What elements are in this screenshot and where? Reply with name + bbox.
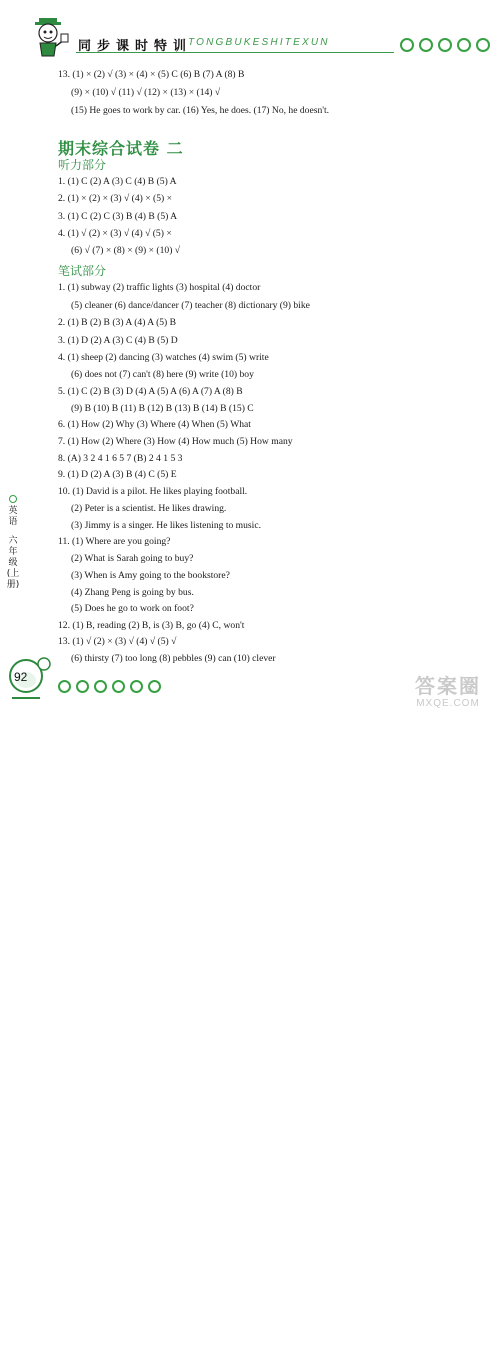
answer-line: 13. (1) √ (2) × (3) √ (4) √ (5) √ <box>58 636 177 647</box>
answer-line: 5. (1) C (2) B (3) D (4) A (5) A (6) A (7) A (8) B <box>58 386 243 397</box>
series-pinyin: TONGBUKESHITEXUN <box>188 37 330 48</box>
answer-line: (6) √ (7) × (8) × (9) × (10) √ <box>71 245 181 256</box>
answer-line: (6) thirsty (7) too long (8) pebbles (9) can (10) clever <box>71 653 276 664</box>
answer-line: (15) He goes to work by car. (16) Yes, he does. (17) No, he doesn't. <box>71 105 330 116</box>
header-divider <box>76 52 394 53</box>
answer-line: (4) Zhang Peng is going by bus. <box>71 587 194 598</box>
series-title: 同步课时特训 <box>78 39 193 54</box>
watermark-logo-text: 答案圈 <box>415 676 481 698</box>
grade-label: 六年级(上册) <box>6 536 20 590</box>
answer-line: 2. (1) B (2) B (3) A (4) A (5) B <box>58 317 177 328</box>
circle-icon <box>457 38 471 52</box>
answer-line: (9) × (10) √ (11) √ (12) × (13) × (14) √ <box>71 87 221 98</box>
circle-icon <box>130 680 143 693</box>
page-header <box>0 0 500 62</box>
answer-line: (6) does not (7) can't (8) here (9) write (10) boy <box>71 369 254 380</box>
circle-icon <box>400 38 414 52</box>
answer-line: 6. (1) How (2) Why (3) Where (4) When (5) What <box>58 419 251 430</box>
answer-line: (3) When is Amy going to the bookstore? <box>71 570 230 581</box>
section-heading-writing: 笔试部分 <box>58 264 107 278</box>
footer-decoration <box>58 680 166 698</box>
circle-icon <box>94 680 107 693</box>
answer-line: 1. (1) C (2) A (3) C (4) B (5) A <box>58 176 177 187</box>
circle-icon <box>9 495 17 503</box>
answer-line: 13. (1) × (2) √ (3) × (4) × (5) C (6) B (7) A (8) B <box>58 69 245 80</box>
answer-line: 4. (1) √ (2) × (3) √ (4) √ (5) × <box>58 228 172 239</box>
watermark <box>402 676 494 716</box>
answer-line: 1. (1) subway (2) traffic lights (3) hospital (4) doctor <box>58 282 261 293</box>
page-number: 92 <box>14 670 28 684</box>
answer-line: 8. (A) 3 2 4 1 6 5 7 (B) 2 4 1 5 3 <box>58 453 183 464</box>
circle-icon <box>476 38 490 52</box>
answer-line: 12. (1) B, reading (2) B, is (3) B, go (4) C, won't <box>58 620 245 631</box>
circle-icon <box>76 680 89 693</box>
answer-line: (5) cleaner (6) dance/dancer (7) teacher (8) dictionary (9) bike <box>71 300 310 311</box>
circle-icon <box>58 680 71 693</box>
answer-line: 3. (1) C (2) C (3) B (4) B (5) A <box>58 211 178 222</box>
subject-label: 英语 <box>8 506 18 527</box>
answer-line: 4. (1) sheep (2) dancing (3) watches (4) swim (5) write <box>58 352 269 363</box>
answer-line: (2) What is Sarah going to buy? <box>71 553 194 564</box>
exam-title: 期末综合试卷 二 <box>58 139 184 158</box>
side-tab <box>6 495 20 591</box>
circle-icon <box>112 680 125 693</box>
mascot-footer-icon <box>4 1310 54 1360</box>
answer-line: (5) Does he go to work on foot? <box>71 603 194 614</box>
watermark-url: MXQE.COM <box>416 698 480 709</box>
answer-line: (9) B (10) B (11) B (12) B (13) B (14) B (15) C <box>71 403 254 414</box>
cartoon-mascot-footer-icon <box>4 650 56 706</box>
answer-line: 2. (1) × (2) × (3) √ (4) × (5) × <box>58 193 173 204</box>
answer-line: (2) Peter is a scientist. He likes drawing. <box>71 503 227 514</box>
section-heading-listening: 听力部分 <box>58 158 107 172</box>
answer-line: 11. (1) Where are you going? <box>58 536 171 547</box>
circle-icon <box>419 38 433 52</box>
circle-icon <box>148 680 161 693</box>
circle-icon <box>438 38 452 52</box>
answer-line: 3. (1) D (2) A (3) C (4) B (5) D <box>58 335 178 346</box>
answer-line: 9. (1) D (2) A (3) B (4) C (5) E <box>58 469 177 480</box>
cartoon-mascot-icon <box>30 16 70 60</box>
answer-line: (3) Jimmy is a singer. He likes listening to music. <box>71 520 261 531</box>
answer-line: 10. (1) David is a pilot. He likes playing football. <box>58 486 248 497</box>
header-decoration <box>400 38 495 57</box>
answer-line: 7. (1) How (2) Where (3) How (4) How much (5) How many <box>58 436 293 447</box>
